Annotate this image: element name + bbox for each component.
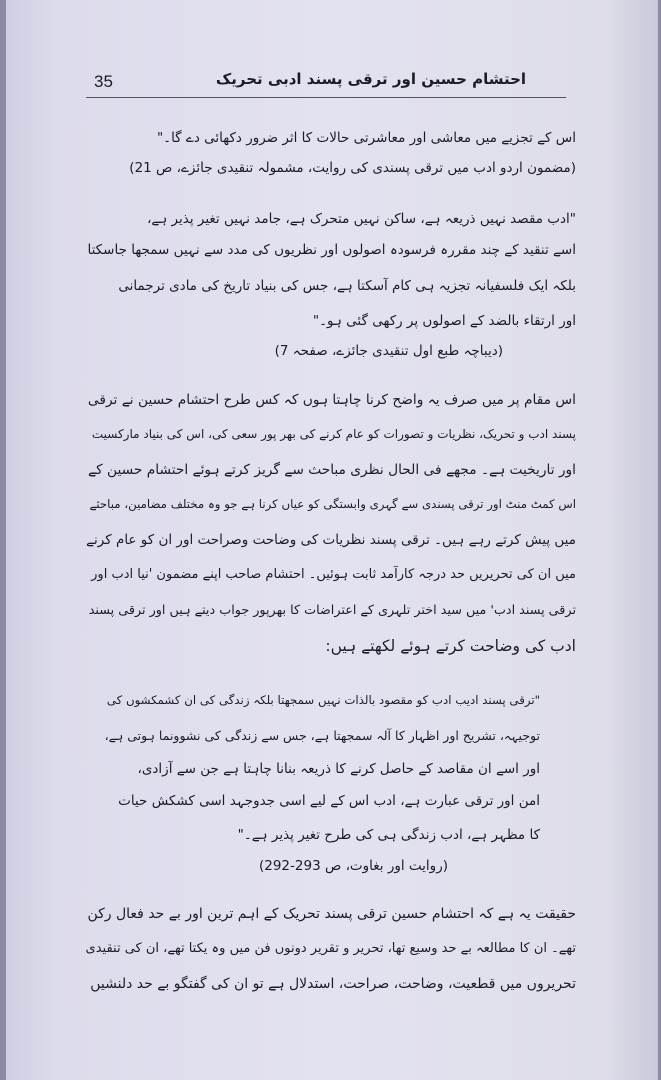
para1-line-3: اور تاریخیت ہے۔ مجھے فی الحال نظری مباحث سے گریز کرتے ہوئے احتشام حسین کے — [88, 462, 576, 478]
para1-line-2: پسند ادب و تحریک، نظریات و تصورات کو عام کرنے کی بھر پور سعی کی، اس کی بنیاد مارکسیت — [91, 427, 576, 441]
book-page — [6, 0, 658, 1080]
page-number: 35 — [94, 72, 113, 91]
quote1-source: (مضمون اردو ادب میں ترقی پسندی کی روایت، مشمولہ تنقیدی جائزے، ص 21) — [129, 160, 576, 176]
header-rule — [86, 97, 566, 98]
quote1-line: اس کے تجزیے میں معاشی اور معاشرتی حالات کا اثر ضرور دکھائی دے گا۔" — [156, 130, 576, 146]
para1-line-8: ادب کی وضاحت کرتے ہوئے لکھتے ہیں: — [325, 637, 576, 655]
quote3-line-2: توجیہہ، تشریح اور اظہار کا آلہ سمجھتا ہے، جس سے زندگی کی نشوونما ہوتی ہے، — [104, 728, 540, 743]
quote2-line-4: اور ارتقاء بالضد کے اصولوں پر رکھی گئی ہو۔" — [312, 313, 576, 329]
quote3-line-4: امن اور ترقی عبارت ہے، ادب اس کے لیے اسی جدوجہد اسی کشکش حیات — [118, 793, 540, 809]
para2-line-2: تھے۔ ان کا مطالعہ بے حد وسیع تھا، تحریر و تقریر دونوں فن میں وہ یکتا تھے، ان کی تنقیدی — [85, 941, 576, 956]
para1-line-7: ترقی پسند ادب' میں سید اختر تلہری کے اعتراضات کا بھرپور جواب دیتے ہیں اور ترقی پسند — [88, 603, 576, 618]
quote2-line-1: "ادب مقصد نہیں ذریعہ ہے، ساکن نہیں متحرک ہے، جامد نہیں تغیر پذیر ہے، — [147, 211, 576, 227]
quote2-line-2: اسے تنقید کے چند مقررہ فرسودہ اصولوں اور نظریوں کی مدد سے نہیں سمجھا جاسکتا — [87, 242, 576, 258]
para2-line-1: حقیقت یہ ہے کہ احتشام حسین ترقی پسند تحریک کے اہم ترین اور بے حد فعال رکن — [87, 906, 576, 922]
quote3-line-3: اور اسے ان مقاصد کے حاصل کرنے کا ذریعہ بنانا چاہتا ہے جن سے آزادی، — [137, 761, 540, 777]
quote2-source: (دیباچہ طبع اول تنقیدی جائزے، صفحہ 7) — [274, 343, 503, 359]
para1-line-5: میں پیش کرتے رہے ہیں۔ ترقی پسند نظریات کی وضاحت وصراحت اور ان کو عام کرنے — [86, 532, 576, 548]
para1-line-1: اس مقام پر میں صرف یہ واضح کرنا چاہتا ہوں کہ کس طرح احتشام حسین نے ترقی — [87, 392, 576, 408]
quote3-line-1: "ترقی پسند ادیب ادب کو مقصود بالذات نہیں سمجھتا بلکہ زندگی کی ان کشمکشوں کی — [106, 693, 540, 707]
para1-line-4: اس کمٹ منٹ اور ترقی پسندی سے گہری وابستگی کو عیاں کرنا ہے جو وہ مختلف مضامین، مباحثے — [89, 497, 576, 511]
para2-line-3: تحریروں میں قطعیت، وضاحت، صراحت، استدلال ہے تو ان کی گفتگو بے حد دلنشیں — [90, 976, 576, 992]
quote3-line-5: کا مظہر ہے، ادب زندگی ہی کی طرح تغیر پذیر ہے۔" — [237, 827, 540, 843]
quote3-source: (روایت اور بغاوت، ص 293-292) — [258, 858, 448, 874]
quote2-line-3: بلکہ ایک فلسفیانہ تجزیہ ہی کام آسکتا ہے، جس کی بنیاد تاریخ کی مادی ترجمانی — [118, 278, 576, 294]
running-title: احتشام حسین اور ترقی پسند ادبی تحریک — [215, 70, 527, 88]
para1-line-6: میں ان کی تحریریں حد درجہ کارآمد ثابت ہوئیں۔ احتشام صاحب اپنے مضمون 'نیا ادب اور — [91, 567, 576, 582]
